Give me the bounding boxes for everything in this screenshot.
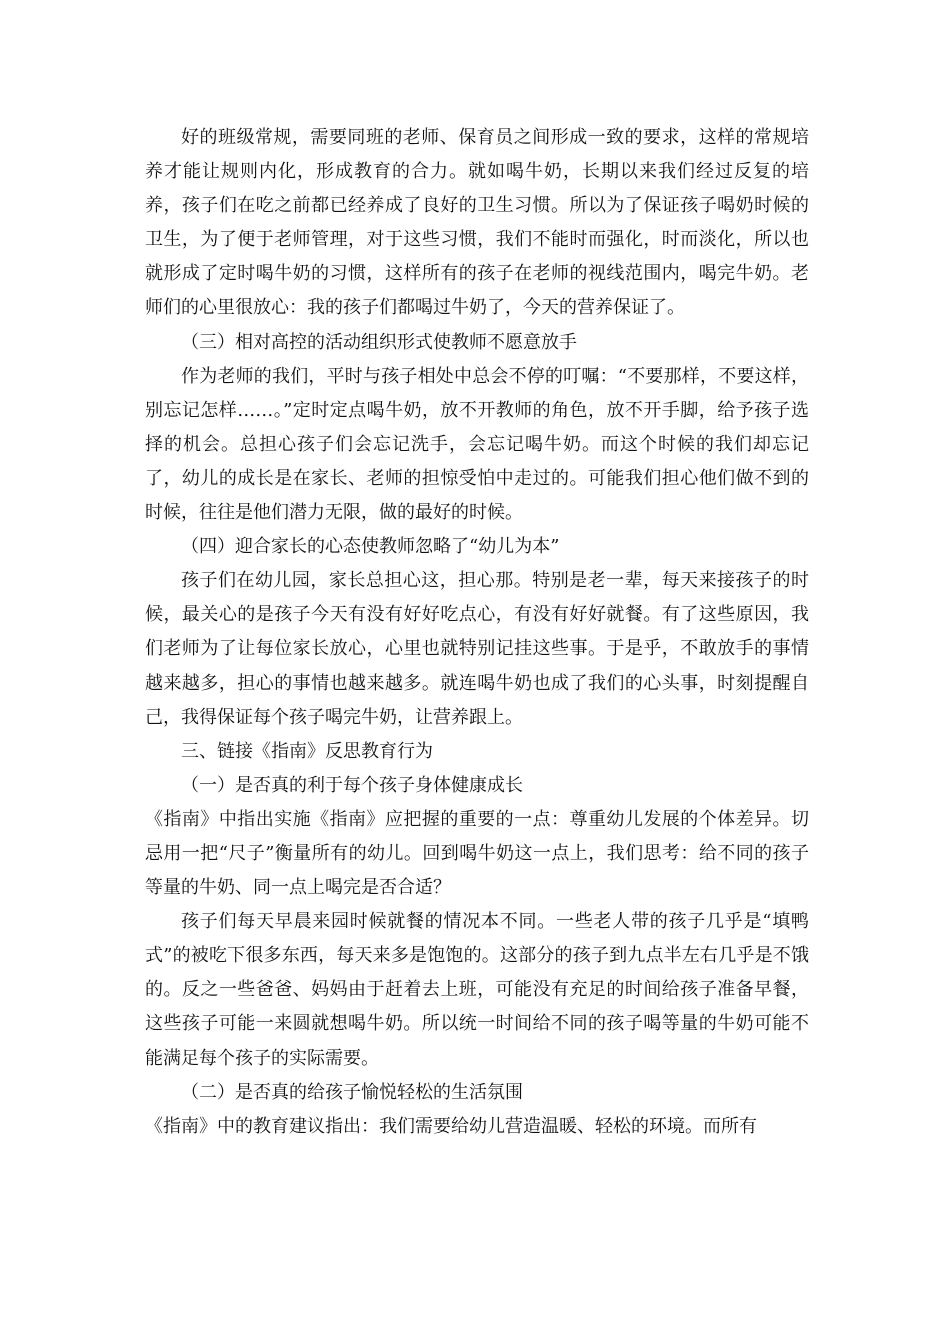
paragraph-guide-individual-differences: 《指南》中指出实施《指南》应把握的重要的一点：尊重幼儿发展的个体差异。切忌用一把“尺子”衡量所有的幼儿。回到喝牛奶这一点上，我们思考：给不同的孩子等量的牛奶、同一点上喝完是否合适？	[145, 808, 809, 899]
paragraph-breakfast-situations: 孩子们每天早晨来园时候就餐的情况本不同。一些老人带的孩子几乎是“填鸭式”的被吃下很多东西，每天来多是饱饱的。这部分的孩子到九点半左右几乎是不饿的。反之一些爸爸、妈妈由于赶着去上班，可能没有充足的时间给孩子准备早餐，这些孩子可能一来圆就想喝牛奶。所以统一时间给不同的孩子喝等量的牛奶可能不能满足每个孩子的实际需要。	[145, 911, 809, 1069]
heading-part-three: 三、链接《指南》反思教育行为	[181, 740, 433, 762]
paragraph-class-routine: 好的班级常规，需要同班的老师、保育员之间形成一致的要求，这样的常规培养才能让规则内化，形成教育的合力。就如喝牛奶，长期以来我们经过反复的培养，孩子们在吃之前都已经养成了良好的卫生习惯。所以为了保证孩子喝奶时候的卫生，为了便于老师管理，对于这些习惯，我们不能时而强化，时而淡化，所以也就形成了定时喝牛奶的习惯，这样所有的孩子在老师的视线范围内，喝完牛奶。老师们的心里很放心：我的孩子们都喝过牛奶了，今天的营养保证了。	[145, 127, 809, 319]
document-page	[145, 121, 809, 1144]
paragraph-parent-worries: 孩子们在幼儿园，家长总担心这，担心那。特别是老一辈，每天来接孩子的时候，最关心的是孩子今天有没有好好吃点心，有没有好好就餐。有了这些原因，我们老师为了让每位家长放心，心里也就特别记挂这些事。于是乎，不敢放手的事情越来越多，担心的事情也越来越多。就连喝牛奶也成了我们的心头事，时刻提醒自己，我得保证每个孩子喝完牛奶，让营养跟上。	[145, 570, 809, 728]
paragraph-guide-warm-environment: 《指南》中的教育建议指出：我们需要给幼儿营造温暖、轻松的环境。而所有	[145, 1115, 757, 1137]
heading-section-3: （三）相对高控的活动组织形式使教师不愿意放手	[181, 331, 577, 353]
paragraph-teacher-reminders: 作为老师的我们，平时与孩子相处中总会不停的叮嘱：“不要那样，不要这样，别忘记怎样……。”定时定点喝牛奶，放不开教师的角色，放不开手脚，给予孩子选择的机会。总担心孩子们会忘记洗手，会忘记喝牛奶。而这个时候的我们却忘记了，幼儿的成长是在家长、老师的担惊受怕中走过的。可能我们担心他们做不到的时候，往往是他们潜力无限，做的最好的时候。	[145, 365, 809, 524]
heading-subsection-2: （二）是否真的给孩子愉悦轻松的生活氛围	[181, 1081, 523, 1103]
heading-subsection-1: （一）是否真的利于每个孩子身体健康成长	[181, 774, 523, 796]
heading-section-4: （四）迎合家长的心态使教师忽略了“幼儿为本”	[181, 536, 560, 558]
